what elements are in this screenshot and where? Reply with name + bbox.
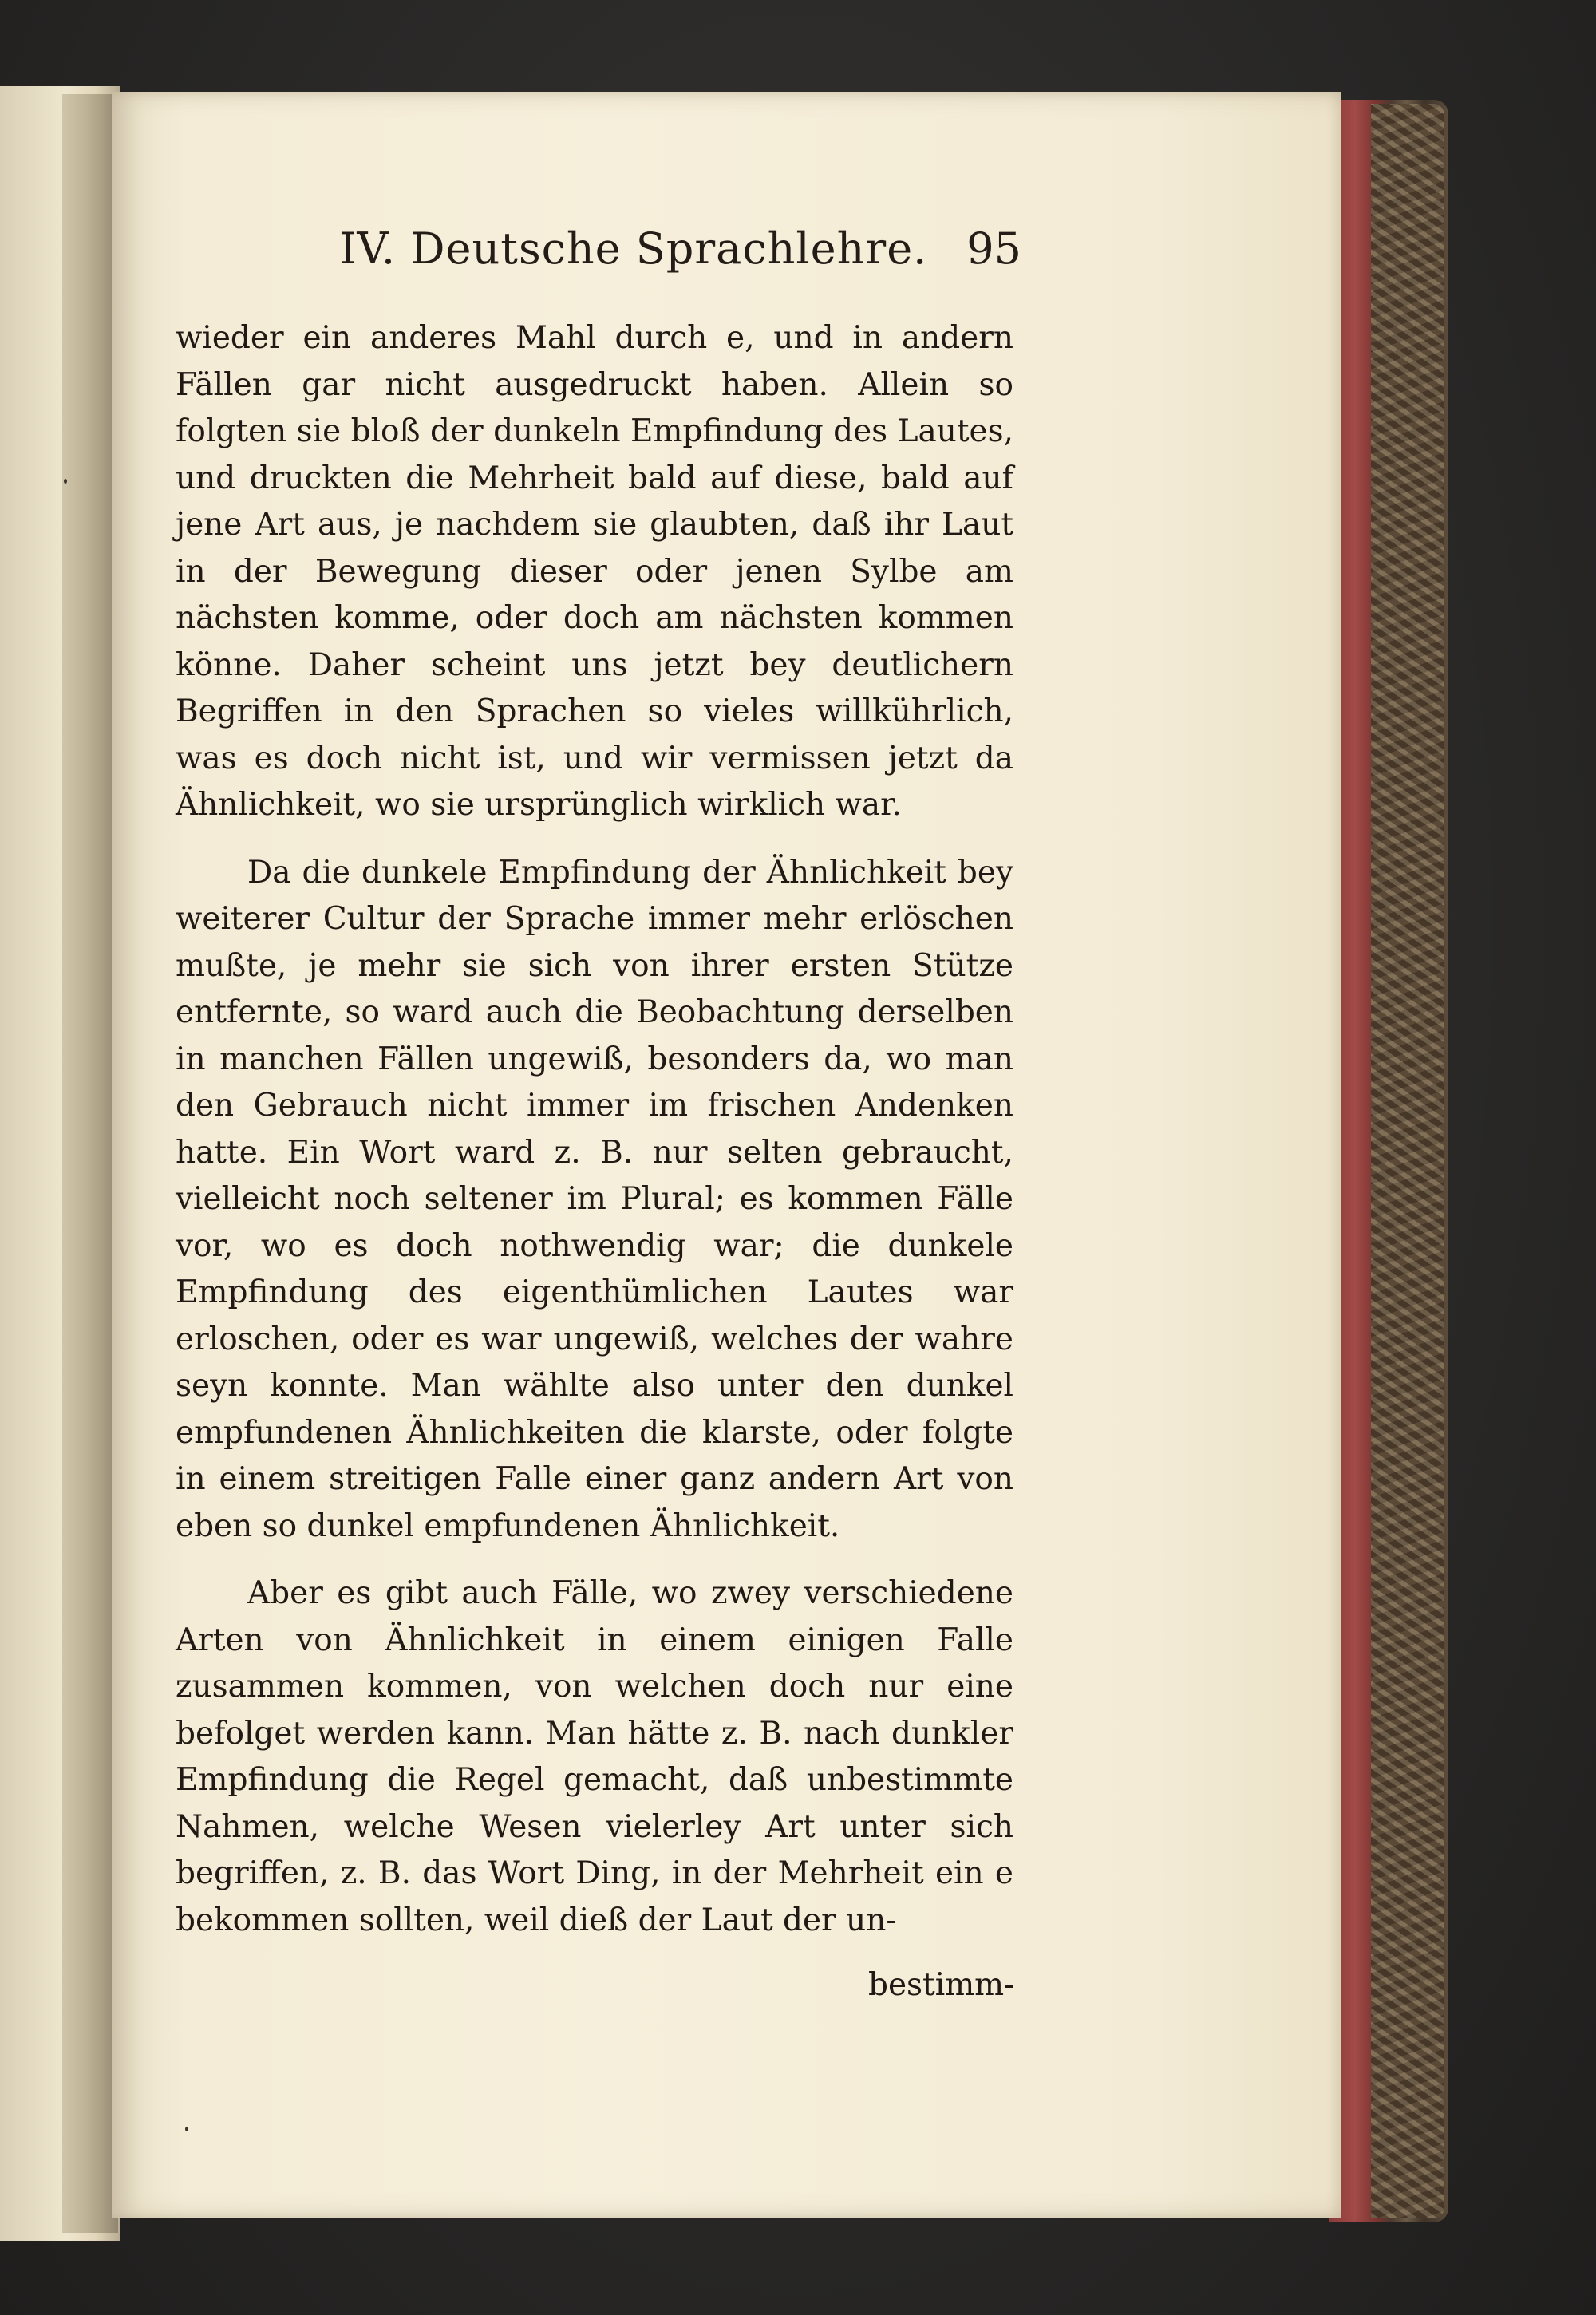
section-title: IV. Deutsche Sprachlehre.	[339, 223, 928, 274]
paragraph: Aber es gibt auch Fälle, wo zwey verschiedene Arten von Ähnlichkeit in einem einigen Falle zusammen kommen, von welchen doch nur eine befolget werden kann. Man hätte z. B. nach dunkler Empfindung die Regel gemacht, daß unbestimmte Nahmen, welche Wesen vielerley Art unter sich begriffen, z. B. das Wort Ding, in der Mehrheit ein e bekommen sollten, weil dieß der Laut der un-	[176, 1575, 1013, 1938]
body-text	[176, 315, 1013, 1965]
page-number: 95	[966, 223, 1021, 274]
ink-speck	[64, 479, 67, 484]
paragraph: Da die dunkele Empfindung der Ähnlichkeit bey weiterer Cultur der Sprache immer mehr erlöschen mußte, je mehr sie sich von ihrer ersten Stütze entfernte, so ward auch die Beobachtung derselben in manchen Fällen ungewiß, besonders da, wo man den Gebrauch nicht immer im frischen Andenken hatte. Ein Wort ward z. B. nur selten gebraucht, vielleicht noch seltener im Plural; es kommen Fälle vor, wo es doch nothwendig war; die dunkele Empfindung des eigenthümlichen Lautes war erloschen, oder es war ungewiß, welches der wahre seyn konnte. Man wählte also unter den dunkel empfundenen Ähnlichkeiten die klarste, oder folgte in einem streitigen Falle einer ganz andern Art von eben so dunkel empfundenen Ähnlichkeit.	[176, 854, 1013, 1544]
running-head	[223, 223, 1021, 287]
paragraph-continued: wieder ein anderes Mahl durch e, und in andern Fällen gar nicht ausgedruckt haben. Allein so folgten sie bloß der dunkeln Empfindung des Lautes, und druckten die Mehrheit bald auf diese, bald auf jene Art aus, je nachdem sie glaubten, daß ihr Laut in der Bewegung dieser oder jenen Sylbe am nächsten komme, oder doch am nächsten kommen könne. Daher scheint uns jetzt bey deutlichern Begriffen in den Sprachen so vieles willkührlich, was es doch nicht ist, und wir vermissen jetzt da Ähnlichkeit, wo sie ursprünglich wirklich war.	[176, 320, 1013, 823]
marbled-cover-edge	[1371, 104, 1444, 2218]
catchword: bestimm-	[868, 1967, 1015, 2003]
book-gutter	[62, 94, 118, 2233]
ink-speck	[185, 2127, 188, 2131]
